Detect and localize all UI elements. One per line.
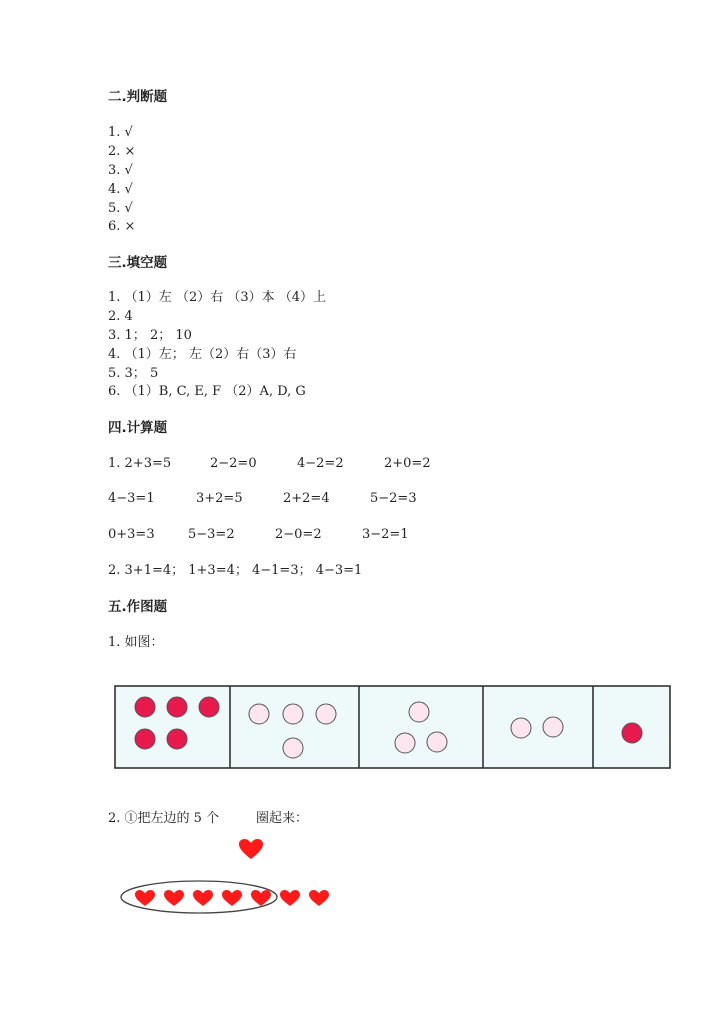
heart-icon	[193, 890, 213, 906]
fill-answer-5: 5. 3； 5	[108, 366, 159, 381]
empty-dot	[283, 704, 303, 724]
judge-answer-6: 6. ×	[108, 219, 136, 234]
calc-r1-c2: 2−2=0	[210, 456, 257, 471]
heart-icon	[164, 890, 184, 906]
hearts-row-svg	[116, 876, 356, 922]
judge-answer-2: 2. ×	[108, 144, 136, 159]
empty-dot	[543, 717, 563, 737]
heart-icon	[135, 890, 155, 906]
empty-dot	[409, 702, 429, 722]
hearts-row	[108, 860, 348, 906]
empty-dot	[511, 718, 531, 738]
heart-icon	[222, 890, 242, 906]
empty-dot	[249, 704, 269, 724]
calc-r3-c4: 3−2=1	[362, 527, 409, 542]
calc-r3-c2: 5−3=2	[188, 527, 235, 542]
fill-answer-1: 1. （1）左 （2）右 （3）本 （4）上	[108, 290, 327, 305]
calc-r2-c1: 4−3=1	[108, 491, 155, 506]
fill-answer-3: 3. 1； 2； 10	[108, 328, 192, 343]
calc-r2-c2: 3+2=5	[196, 491, 243, 506]
figure-frame	[115, 686, 670, 768]
section-title-calc: 四.计算题	[108, 420, 168, 436]
heart-icon	[309, 890, 329, 906]
calc-r2-c4: 5−2=3	[370, 491, 417, 506]
filled-dot	[199, 697, 219, 717]
calc-r2-c3: 2+2=4	[283, 491, 330, 506]
empty-dot	[395, 733, 415, 753]
fill-answer-6: 6. （1）B, C, E, F （2）A, D, G	[108, 384, 306, 399]
judge-answer-3: 3. √	[108, 163, 133, 178]
section-title-fill: 三.填空题	[108, 255, 168, 271]
dot-grouping-figure	[114, 685, 671, 769]
calc-r1-c1: 1. 2+3=5	[108, 456, 172, 471]
draw-question-2-prefix: 2. ①把左边的 5 个	[108, 811, 220, 826]
section-title-judge: 二.判断题	[108, 89, 168, 105]
judge-answer-1: 1. √	[108, 125, 133, 140]
heart-icon	[251, 890, 271, 906]
calc-r1-c3: 4−2=2	[297, 456, 344, 471]
empty-dot	[283, 738, 303, 758]
calc-line-2: 2. 3+1=4； 1+3=4； 4−1=3； 4−3=1	[108, 563, 363, 578]
calc-r1-c4: 2+0=2	[384, 456, 431, 471]
calc-r3-c3: 2−0=2	[275, 527, 322, 542]
judge-answer-4: 4. √	[108, 182, 133, 197]
filled-dot	[135, 729, 155, 749]
filled-dot	[167, 729, 187, 749]
empty-dot	[427, 732, 447, 752]
calc-r3-c1: 0+3=3	[108, 527, 155, 542]
filled-dot	[135, 697, 155, 717]
fill-answer-4: 4. （1）左； 左（2）右（3）右	[108, 347, 297, 362]
heart-icon	[280, 890, 300, 906]
filled-dot	[167, 697, 187, 717]
heart-icon-inline	[230, 822, 264, 865]
fill-answer-2: 2. 4	[108, 309, 133, 324]
draw-question-2-suffix: 圈起来：	[256, 811, 309, 826]
heart-icon	[238, 838, 264, 860]
section-title-draw: 五.作图题	[108, 599, 168, 615]
judge-answer-5: 5. √	[108, 201, 133, 216]
draw-question-1: 1. 如图：	[108, 635, 164, 650]
dot-grouping-svg	[114, 685, 671, 769]
filled-dot	[622, 723, 642, 743]
empty-dot	[316, 704, 336, 724]
